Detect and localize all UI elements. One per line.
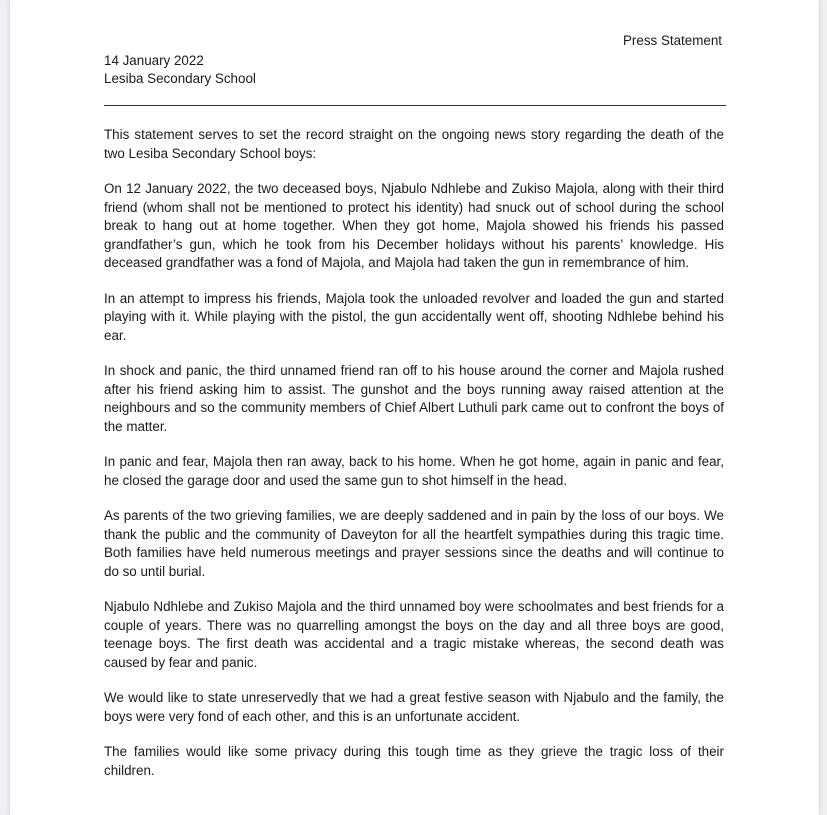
paragraph: On 12 January 2022, the two deceased boys, Njabulo Ndhlebe and Zukiso Majola, along with their third friend (whom shall not be mentioned to protect his identity) had snuck out of school during the school break to hang out at home together. When they got home, Majola showed his friends his passed grandfather’s gun, which he took from his December holidays without his parents’ knowledge. His deceased grandfather was a fond of Majola, and Majola had taken the gun in remembrance of him.: [104, 181, 724, 270]
paragraph: The families would like some privacy during this tough time as they grieve the tragic loss of their children.: [104, 744, 724, 778]
document-label: Press Statement: [623, 33, 722, 48]
header-divider: [104, 105, 726, 106]
statement-date: 14 January 2022: [104, 53, 204, 68]
paragraph: We would like to state unreservedly that we had a great festive season with Njabulo and the family, the boys were very fond of each other, and this is an unfortunate accident.: [104, 690, 724, 724]
school-name: Lesiba Secondary School: [104, 71, 256, 86]
paragraph: This statement serves to set the record straight on the ongoing news story regarding the death of the two Lesiba Secondary School boys:: [104, 127, 724, 161]
document-meta: [104, 52, 256, 88]
statement-body: [104, 126, 724, 797]
paragraph: In an attempt to impress his friends, Majola took the unloaded revolver and loaded the gun and started playing with it. While playing with the pistol, the gun accidentally went off, shooting Ndhlebe behind his ear.: [104, 290, 724, 343]
paragraph: In shock and panic, the third unnamed friend ran off to his house around the corner and Majola rushed after his friend asking him to assist. The gunshot and the boys running away raised attention at the neighbours and so the community members of Chief Albert Luthuli park came out to confront the boys of the matter.: [104, 363, 724, 434]
paragraph: In panic and fear, Majola then ran away, back to his home. When he got home, again in panic and fear, he closed the garage door and used the same gun to shot himself in the head.: [104, 454, 724, 488]
paragraph: As parents of the two grieving families, we are deeply saddened and in pain by the loss of our boys. We thank the public and the community of Daveyton for all the heartfelt sympathies during this tragic time. Both families have held numerous meetings and prayer sessions since the deaths and will continue to do so until burial.: [104, 508, 724, 579]
paragraph: Njabulo Ndhlebe and Zukiso Majola and the third unnamed boy were schoolmates and best friends for a couple of years. There was no quarrelling amongst the boys on the day and all three boys are good, teenage boys. The first death was accidental and a tragic mistake whereas, the second death was caused by fear and panic.: [104, 599, 724, 670]
document-page: [10, 0, 819, 815]
